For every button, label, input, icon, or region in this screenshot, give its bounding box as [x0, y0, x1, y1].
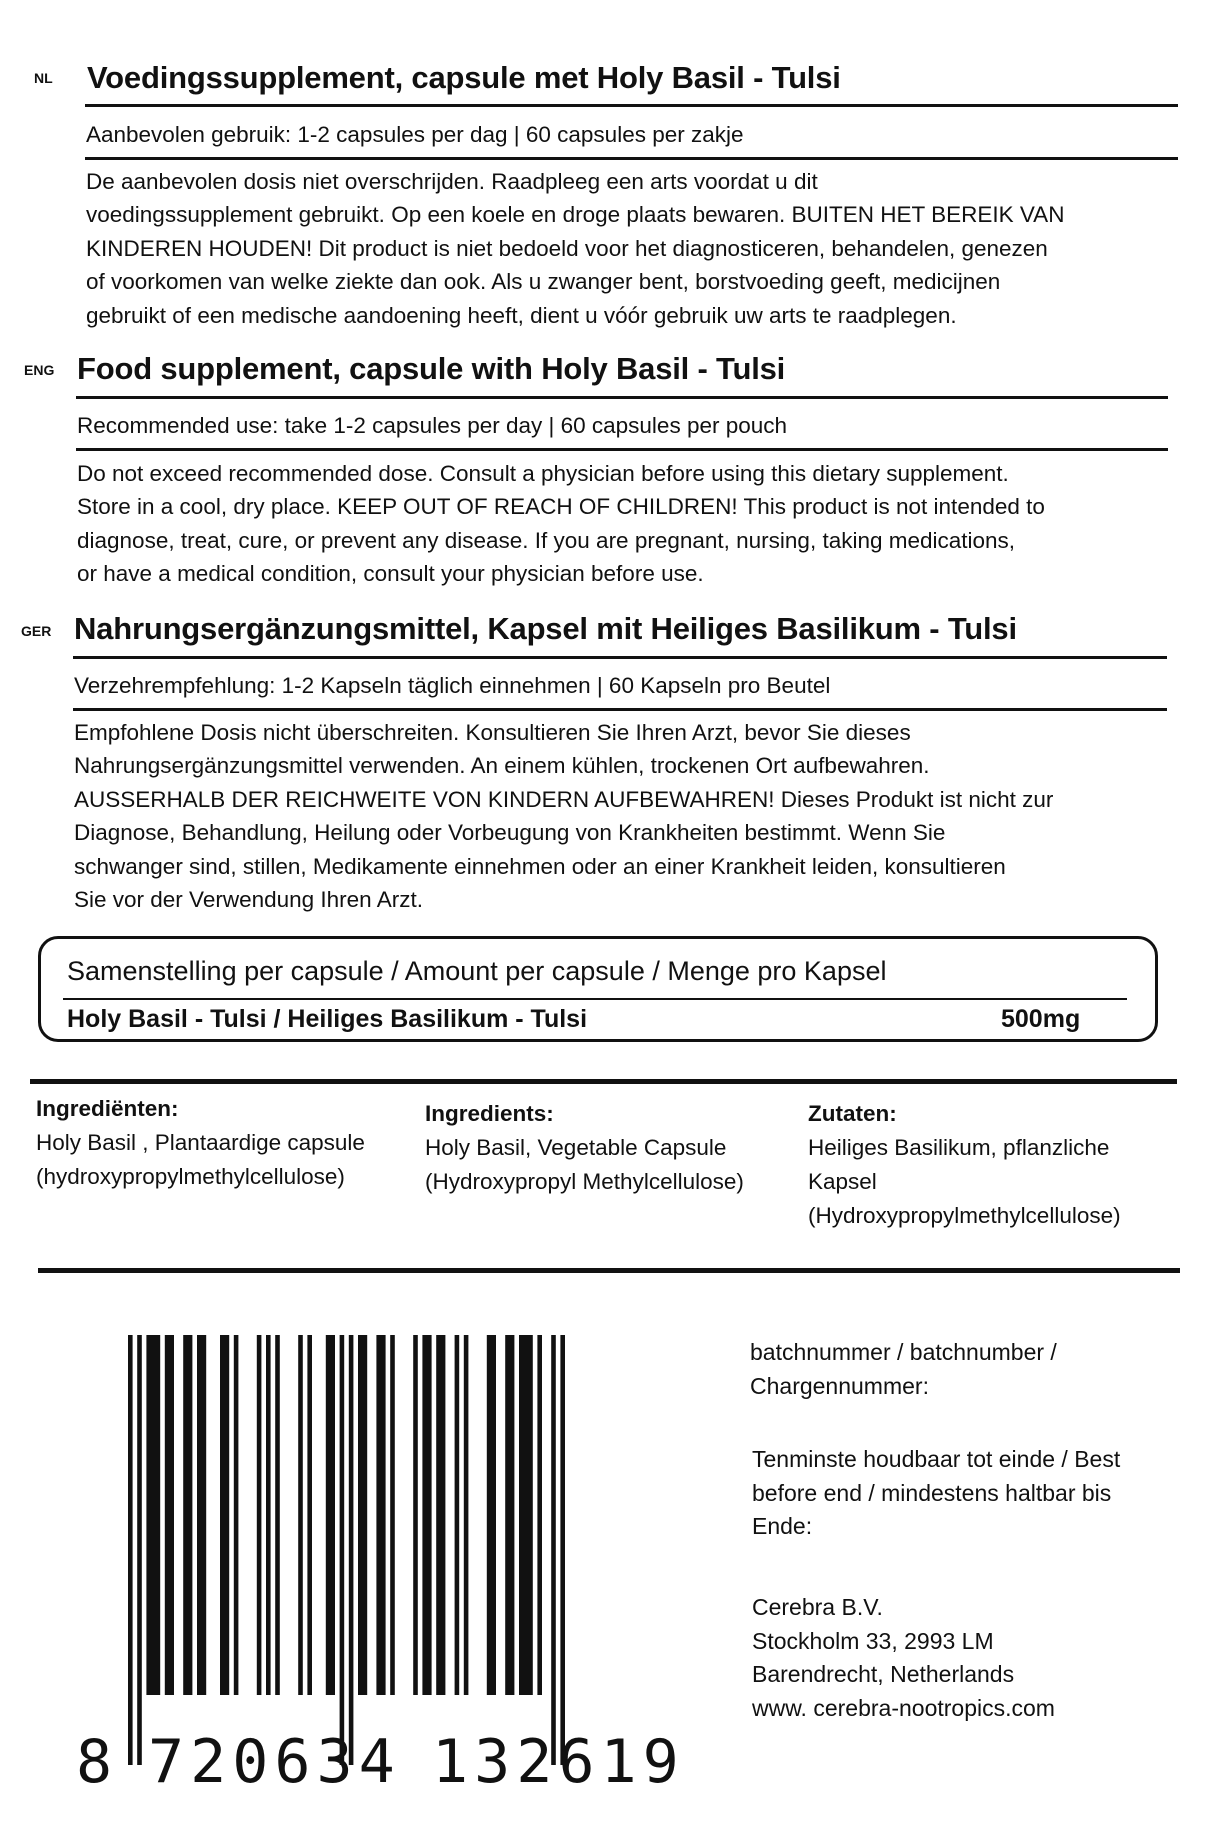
warning-line: schwanger sind, stillen, Medikamente einnehmen oder an einer Krankheit leiden, konsultieren	[74, 853, 1006, 879]
warning-line: gebruikt of een medische aandoening heeft, dient u vóór gebruik uw arts te raadplegen.	[86, 302, 957, 328]
warning-line: voedingssupplement gebruikt. Op een koele en droge plaats bewaren. BUITEN HET BEREIK VAN	[86, 202, 1065, 228]
barcode-bar	[298, 1335, 303, 1695]
warning-line: Sie vor der Verwendung Ihren Arzt.	[74, 887, 423, 913]
barcode-bar	[413, 1335, 418, 1695]
barcode-bar	[183, 1335, 192, 1695]
ingredients-line: Holy Basil, Vegetable Capsule	[425, 1135, 727, 1160]
warning-line: or have a medical condition, consult your physician before use.	[77, 561, 704, 587]
ingredients-nl	[36, 1092, 365, 1194]
ingredients-bottom-rule	[38, 1268, 1180, 1273]
ingredients-line: (Hydroxypropylmethylcellulose)	[808, 1203, 1121, 1228]
barcode-left-digits: 720634	[148, 1727, 401, 1797]
usage-nl: Aanbevolen gebruik: 1-2 capsules per dag | 60 capsules per zakje	[86, 122, 744, 147]
lang-tag-ger: GER	[21, 623, 52, 639]
company-line: Cerebra B.V.	[752, 1594, 883, 1620]
usage-rule-nl	[85, 157, 1178, 160]
barcode-bar	[436, 1335, 445, 1695]
company-line: Stockholm 33, 2993 LM	[752, 1627, 994, 1654]
composition-divider	[63, 998, 1127, 1000]
barcode-bar	[266, 1335, 271, 1695]
warning-line: Empfohlene Dosis nicht überschreiten. Konsultieren Sie Ihren Arzt, bevor Sie dieses	[74, 720, 911, 745]
company-line: Barendrecht, Netherlands	[752, 1661, 1015, 1687]
section-title-eng: Food supplement, capsule with Holy Basil - Tulsi	[77, 351, 786, 386]
barcode-guard-bar	[551, 1335, 556, 1765]
best-before-line: before end / mindestens haltbar bis	[752, 1479, 1112, 1506]
barcode-guard-bar	[340, 1335, 345, 1765]
ingredients-heading-eng: Ingredients:	[425, 1101, 554, 1126]
barcode-bar	[358, 1335, 367, 1695]
ingredients-heading-ger: Zutaten:	[808, 1101, 897, 1126]
warning-line: Nahrungsergänzungsmittel verwenden. An einem kühlen, trockenen Ort aufbewahren.	[74, 753, 930, 779]
barcode-guard-bar	[128, 1335, 133, 1765]
barcode-bar	[422, 1335, 431, 1695]
composition-amount: 500mg	[1001, 1005, 1081, 1033]
composition-ingredient: Holy Basil - Tulsi / Heiliges Basilikum - Tulsi	[67, 1005, 588, 1033]
ingredients-top-rule	[30, 1079, 1177, 1084]
composition-header: Samenstelling per capsule / Amount per capsule / Menge pro Kapsel	[67, 956, 887, 986]
barcode-bar	[197, 1335, 206, 1695]
composition-box	[38, 936, 1158, 1042]
barcode-bar	[220, 1335, 229, 1695]
barcode-guard-bar	[349, 1335, 354, 1765]
batch-line: Chargennummer:	[750, 1372, 929, 1399]
ingredients-line: Heiliges Basilikum, pflanzliche	[808, 1135, 1110, 1160]
barcode-bar	[390, 1335, 395, 1695]
section-title-nl: Voedingssupplement, capsule met Holy Basil - Tulsi	[87, 60, 841, 95]
batch-number	[750, 1336, 1057, 1403]
usage-rule-ger	[73, 708, 1167, 711]
ingredients-heading-nl: Ingrediënten:	[36, 1096, 179, 1121]
barcode-bar	[146, 1335, 160, 1695]
warning-line: De aanbevolen dosis niet overschrijden. Raadpleeg een arts voordat u dit	[86, 169, 818, 194]
ingredients-line: (hydroxypropylmethylcellulose)	[36, 1164, 345, 1189]
usage-eng: Recommended use: take 1-2 capsules per day | 60 capsules per pouch	[77, 413, 788, 438]
ingredients-ger	[808, 1097, 1121, 1233]
barcode-bar	[464, 1335, 469, 1695]
barcode-bar	[376, 1335, 385, 1695]
barcode-guard-bar	[137, 1335, 142, 1765]
barcode-bar	[307, 1335, 312, 1695]
ingredients-line: Holy Basil , Plantaardige capsule	[36, 1130, 365, 1155]
warning-line: Store in a cool, dry place. KEEP OUT OF REACH OF CHILDREN! This product is not intended to	[77, 494, 1045, 520]
barcode-bar	[234, 1335, 239, 1695]
barcode-bar	[257, 1335, 262, 1695]
warning-line: Do not exceed recommended dose. Consult a physician before using this dietary supplement.	[77, 461, 1009, 486]
barcode-bars	[128, 1335, 565, 1765]
barcode-bar	[487, 1335, 496, 1695]
warning-text-nl	[86, 165, 1064, 332]
barcode-bar	[455, 1335, 460, 1695]
warning-line: AUSSERHALB DER REICHWEITE VON KINDERN AUFBEWAHREN! Dieses Produkt ist nicht zur	[74, 786, 1054, 812]
company-address	[752, 1591, 1055, 1725]
barcode-bar	[537, 1335, 542, 1695]
barcode-bar	[505, 1335, 514, 1695]
ingredients-eng	[425, 1097, 744, 1199]
best-before-line: Ende:	[752, 1513, 813, 1539]
warning-line: diagnose, treat, cure, or prevent any disease. If you are pregnant, nursing, taking medications,	[77, 527, 1016, 553]
barcode-bar	[519, 1335, 533, 1695]
ingredients-line: (Hydroxypropyl Methylcellulose)	[425, 1169, 744, 1194]
warning-line: Diagnose, Behandlung, Heilung oder Vorbeugung von Krankheiten bestimmt. Wenn Sie	[74, 820, 946, 846]
section-title-ger: Nahrungsergänzungsmittel, Kapsel mit Heiliges Basilikum - Tulsi	[74, 611, 1017, 646]
lang-tag-eng: ENG	[24, 362, 55, 378]
barcode-right-digits: 132619	[432, 1727, 685, 1797]
warning-line: KINDEREN HOUDEN! Dit product is niet bedoeld voor het diagnosticeren, behandelen, genezen	[86, 235, 1048, 261]
barcode	[76, 1335, 685, 1797]
warning-line: of voorkomen van welke ziekte dan ook. Als u zwanger bent, borstvoeding geeft, medicijnen	[86, 269, 1001, 295]
barcode-bar	[326, 1335, 335, 1695]
ingredients-line: Kapsel	[808, 1169, 877, 1194]
batch-line: batchnummer / batchnumber /	[750, 1339, 1057, 1365]
usage-rule-eng	[76, 448, 1168, 451]
barcode-bar	[165, 1335, 174, 1695]
warning-text-ger	[74, 716, 1053, 916]
barcode-first-digit: 8	[76, 1727, 113, 1797]
barcode-bar	[275, 1335, 280, 1695]
lang-tag-nl: NL	[34, 70, 53, 86]
warning-text-eng	[77, 457, 1045, 591]
best-before-line: Tenminste houdbaar tot einde / Best	[752, 1446, 1121, 1472]
title-rule-nl	[85, 104, 1178, 107]
usage-ger: Verzehrempfehlung: 1-2 Kapseln täglich einnehmen | 60 Kapseln pro Beutel	[74, 673, 831, 698]
best-before	[752, 1443, 1120, 1544]
company-line: www. cerebra-nootropics.com	[752, 1694, 1055, 1721]
barcode-guard-bar	[560, 1335, 565, 1765]
title-rule-ger	[73, 656, 1167, 659]
title-rule-eng	[76, 396, 1168, 399]
